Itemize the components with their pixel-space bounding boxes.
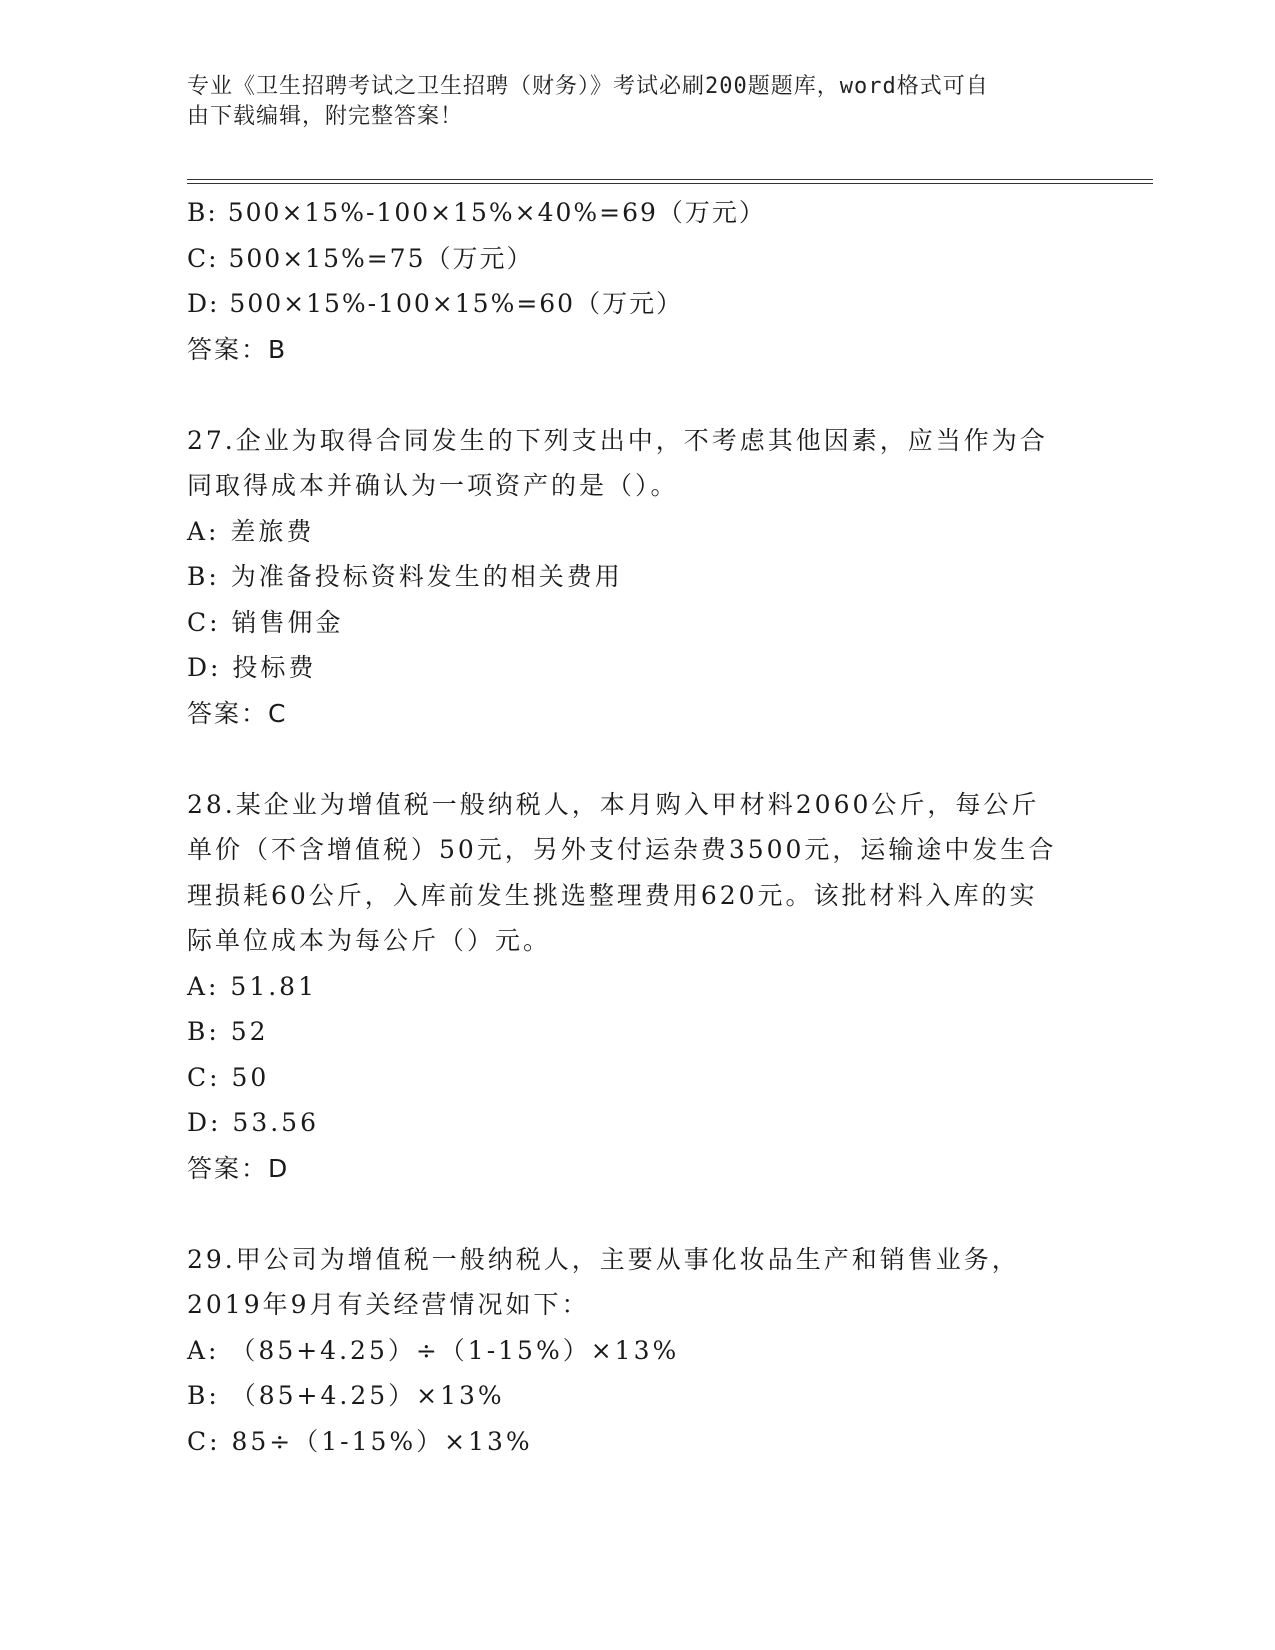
option-b: B: 52 — [187, 1017, 269, 1046]
question-text-line: 际单位成本为每公斤（）元。 — [187, 926, 552, 955]
spacer — [187, 372, 1087, 418]
header-line-2: 由下载编辑，附完整答案！ — [187, 104, 464, 129]
option-c: C: 销售佣金 — [187, 607, 344, 637]
question-27 — [187, 418, 1087, 737]
prev-question-block — [187, 190, 1087, 372]
question-28 — [187, 782, 1087, 1192]
option-d: D: 投标费 — [187, 653, 317, 682]
option-c: C: 500×15%=75（万元） — [187, 243, 534, 273]
option-c: C: 85÷（1-15%）×13% — [187, 1426, 533, 1456]
spacer — [187, 1191, 1087, 1237]
document-body — [187, 190, 1087, 1464]
question-29 — [187, 1237, 1087, 1465]
answer-line: 答案：D — [187, 1153, 290, 1183]
header-line-1: 专业《卫生招聘考试之卫生招聘（财务）》考试必刷200题题库，word格式可自 — [187, 74, 989, 99]
option-b: B: 为准备投标资料发生的相关费用 — [187, 562, 623, 591]
answer-line: 答案：C — [187, 698, 288, 728]
spacer — [187, 736, 1087, 782]
question-text-line: 28.某企业为增值税一般纳税人，本月购入甲材料2060公斤，每公斤 — [187, 789, 1040, 819]
option-d: D: 500×15%-100×15%=60（万元） — [187, 289, 684, 318]
answer-line: 答案：B — [187, 334, 288, 364]
document-header — [187, 72, 1067, 132]
question-text-line: 理损耗60公斤，入库前发生挑选整理费用620元。该批材料入库的实 — [187, 880, 1038, 910]
question-text-line: 单价（不含增值税）50元，另外支付运杂费3500元，运输途中发生合 — [187, 835, 1057, 864]
option-a: A: 差旅费 — [187, 516, 315, 546]
option-b: B: 500×15%-100×15%×40%=69（万元） — [187, 198, 766, 227]
question-text-line: 2019年9月有关经营情况如下： — [187, 1290, 590, 1319]
option-a: A: 51.81 — [187, 971, 317, 1001]
header-rule-top — [187, 179, 1153, 180]
question-text-line: 27.企业为取得合同发生的下列支出中，不考虑其他因素，应当作为合 — [187, 425, 1048, 455]
option-c: C: 50 — [187, 1062, 270, 1092]
question-text-line: 同取得成本并确认为一项资产的是（）。 — [187, 471, 679, 500]
option-b: B: （85+4.25）×13% — [187, 1381, 505, 1410]
option-d: D: 53.56 — [187, 1108, 319, 1137]
header-rule-bottom — [187, 183, 1153, 184]
option-a: A: （85+4.25）÷（1-15%）×13% — [187, 1335, 680, 1365]
question-text-line: 29.甲公司为增值税一般纳税人，主要从事化妆品生产和销售业务， — [187, 1244, 1020, 1274]
